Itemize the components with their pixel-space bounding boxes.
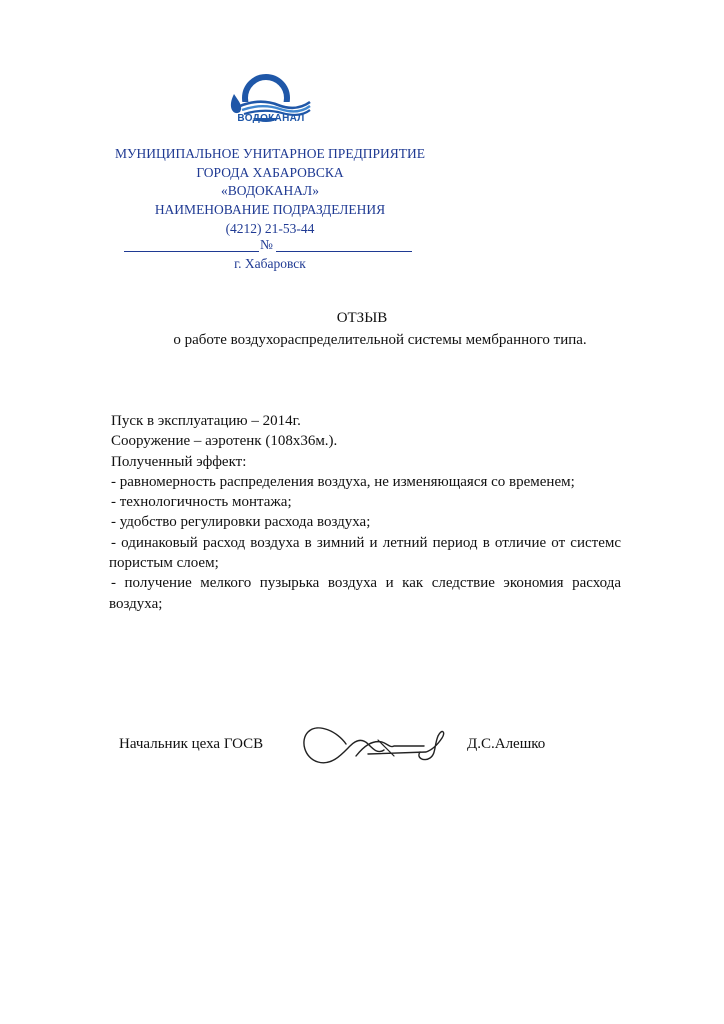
number-sign: №: [260, 237, 273, 252]
city-label: г. Хабаровск: [234, 256, 306, 271]
body-line: пористым слоем;: [109, 555, 219, 572]
body-line: - получение мелкого пузырька воздуха и как следствие экономия расхода: [111, 575, 621, 592]
header-line: ГОРОДА ХАБАРОВСКА: [196, 164, 344, 180]
header-line: «ВОДОКАНАЛ»: [221, 183, 319, 199]
organization-header: [100, 145, 440, 239]
body-line: воздуха;: [109, 595, 163, 612]
body-line: Пуск в эксплуатацию – 2014г.: [111, 413, 301, 429]
document-body: [111, 411, 621, 614]
header-phone: (4212) 21-53-44: [225, 220, 315, 236]
handwritten-signature: [298, 710, 458, 776]
date-underline: [124, 251, 259, 252]
document-number-line: [124, 236, 414, 252]
body-line: Полученный эффект:: [111, 453, 247, 470]
body-line: - одинаковый расход воздуха в зимний и летний период в отличие от системс: [111, 534, 621, 551]
signer-name: Д.С.Алешко: [467, 736, 546, 752]
body-line: - технологичность монтажа;: [111, 494, 292, 511]
header-line: НАИМЕНОВАНИЕ ПОДРАЗДЕЛЕНИЯ: [154, 202, 386, 218]
body-line: Сооружение – аэротенк (108х36м.).: [111, 433, 338, 450]
header-line: МУНИЦИПАЛЬНОЕ УНИТАРНОЕ ПРЕДПРИЯТИЕ: [114, 146, 426, 161]
logo-text: ВОДОКАНАЛ: [237, 113, 305, 124]
number-underline: [276, 251, 412, 252]
document-subtitle: о работе воздухораспределительной системы мембранного типа.: [173, 332, 587, 348]
body-line: - удобство регулировки расхода воздуха;: [111, 514, 371, 531]
body-line: - равномерность распределения воздуха, не изменяющаяся со временем;: [111, 473, 575, 490]
vodokanal-logo-icon: [226, 74, 312, 134]
document-title: ОТЗЫВ: [336, 310, 388, 326]
signer-position: Начальник цеха ГОСВ: [119, 736, 264, 752]
